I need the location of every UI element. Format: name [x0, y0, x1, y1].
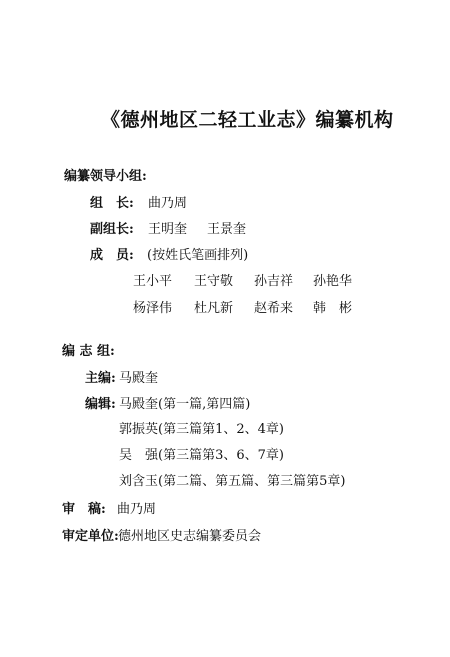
approval-label: 审定单位: — [62, 529, 119, 544]
member-name: 韩 彬 — [313, 301, 353, 316]
editor-entry: 郭振英(第三篇第1、2、4章) — [119, 422, 284, 437]
chief-editor-label: 主编: — [85, 371, 116, 386]
member-name: 王守敬 — [194, 274, 234, 289]
editor-entry: 马殿奎(第一篇,第四篇) — [119, 397, 251, 412]
leader-value: 曲乃周 — [148, 196, 188, 211]
review-value: 曲乃周 — [117, 502, 157, 517]
review-label: 审 稿: — [62, 502, 106, 517]
page-title: 《德州地区二轻工业志》编纂机构 — [101, 109, 394, 131]
approval-value: 德州地区史志编纂委员会 — [118, 529, 262, 544]
member-name: 孙艳华 — [313, 274, 353, 289]
editor-entry: 刘含玉(第二篇、第五篇、第三篇第5章) — [119, 474, 346, 489]
deputy-value-1: 王明奎 — [148, 222, 188, 237]
editors-label: 编辑: — [85, 397, 116, 412]
leader-label: 组 长: — [90, 196, 134, 211]
member-name: 王小平 — [133, 274, 173, 289]
editorial-group-heading: 编纂领导小组: — [64, 169, 147, 184]
members-note: (按姓氏笔画排列) — [147, 248, 249, 263]
editor-entry: 吴 强(第三篇第3、6、7章) — [119, 448, 284, 463]
member-name: 孙吉祥 — [254, 274, 294, 289]
member-name: 赵希来 — [254, 301, 294, 316]
compile-group-heading: 编 志 组: — [62, 344, 115, 359]
deputy-label: 副组长: — [90, 222, 134, 237]
member-name: 杨泽伟 — [133, 301, 173, 316]
member-name: 杜凡新 — [194, 301, 234, 316]
chief-editor-value: 马殿奎 — [119, 371, 159, 386]
members-label: 成 员: — [90, 248, 134, 263]
deputy-value-2: 王景奎 — [207, 222, 247, 237]
